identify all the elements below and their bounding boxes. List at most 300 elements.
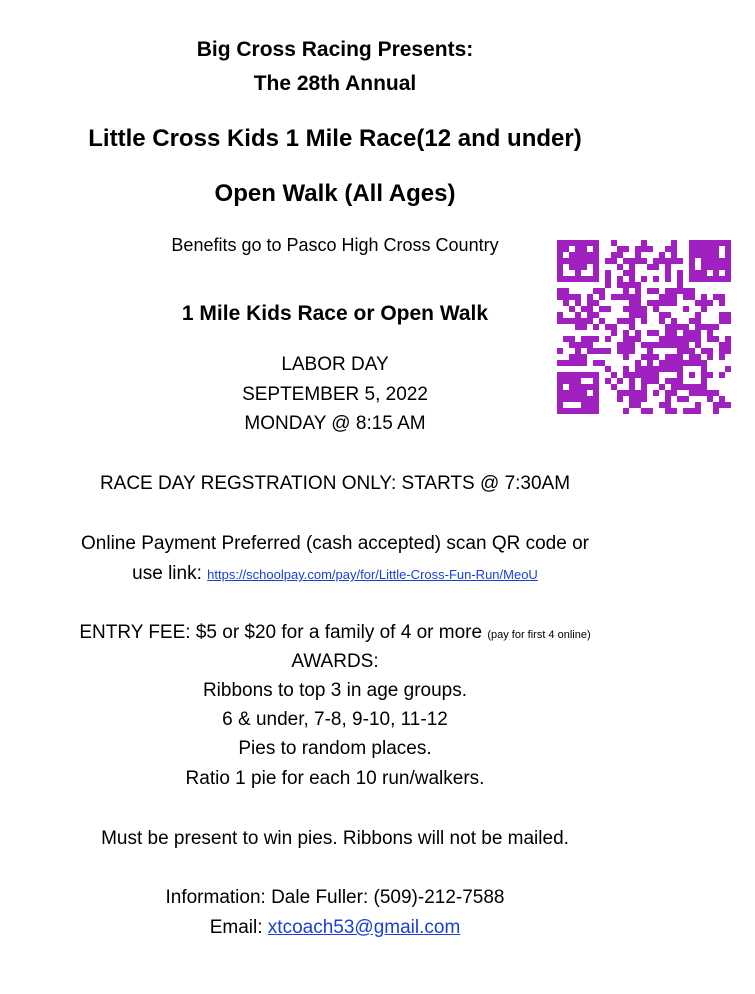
qr-module [707,258,713,264]
qr-module [713,324,719,330]
qr-module [665,408,671,414]
qr-module [563,246,569,252]
qr-module [701,270,707,276]
qr-module [569,240,575,246]
qr-module [581,408,587,414]
qr-module [677,270,683,276]
qr-module [647,354,653,360]
qr-module [665,402,671,408]
qr-module [689,354,695,360]
qr-module [629,294,635,300]
qr-module [671,342,677,348]
qr-module [593,408,599,414]
qr-module [719,396,725,402]
qr-module [623,372,629,378]
qr-module [725,336,731,342]
qr-module [593,360,599,366]
qr-module [695,252,701,258]
qr-module [593,252,599,258]
qr-module [641,372,647,378]
qr-module [653,330,659,336]
qr-module [593,246,599,252]
qr-module [659,384,665,390]
qr-module [689,252,695,258]
qr-module [581,336,587,342]
qr-module [719,372,725,378]
qr-module [647,408,653,414]
qr-module [635,288,641,294]
qr-module [665,276,671,282]
presenter-line: Big Cross Racing Presents: [196,38,474,61]
qr-module [581,264,587,270]
qr-module [569,258,575,264]
qr-module [695,390,701,396]
qr-module [575,324,581,330]
qr-module [587,258,593,264]
qr-module [653,366,659,372]
qr-module [575,252,581,258]
email-line [0,917,670,939]
qr-module [695,270,701,276]
qr-module [671,366,677,372]
qr-module [719,318,725,324]
awards-line: 6 & under, 7-8, 9-10, 11-12 [222,709,448,730]
qr-module [725,312,731,318]
qr-module [725,366,731,372]
qr-module [725,246,731,252]
qr-module [707,300,713,306]
entry-fee-text: ENTRY FEE: $5 or $20 for a family of 4 or more [79,622,488,643]
qr-module [695,384,701,390]
qr-module [713,336,719,342]
qr-module [707,252,713,258]
event-subtitle: Open Walk (All Ages) [214,180,456,207]
qr-module [617,396,623,402]
qr-module [593,384,599,390]
qr-module [599,348,605,354]
qr-module [635,312,641,318]
qr-module [629,342,635,348]
qr-module [695,360,701,366]
qr-module [605,276,611,282]
qr-module [623,354,629,360]
qr-module [659,294,665,300]
qr-module [677,378,683,384]
qr-module [659,342,665,348]
qr-module [641,258,647,264]
qr-module [677,366,683,372]
qr-module [719,258,725,264]
qr-module [629,372,635,378]
qr-module [617,276,623,282]
qr-module [605,258,611,264]
qr-module [677,336,683,342]
qr-module [641,246,647,252]
qr-module [563,396,569,402]
qr-module [677,372,683,378]
qr-module [647,264,653,270]
qr-module [695,246,701,252]
qr-module [689,270,695,276]
qr-module [593,300,599,306]
qr-module [677,342,683,348]
qr-module [611,294,617,300]
qr-module [617,348,623,354]
qr-module [581,384,587,390]
qr-module [683,408,689,414]
qr-module [725,276,731,282]
awards-line: Pies to random places. [238,738,432,759]
time-text: MONDAY @ 8:15 AM [244,413,426,434]
qr-module [575,264,581,270]
qr-module [683,348,689,354]
qr-module [557,396,563,402]
qr-module [641,318,647,324]
qr-module [557,258,563,264]
qr-module [695,276,701,282]
qr-module [695,324,701,330]
qr-module [563,360,569,366]
qr-module [677,324,683,330]
qr-module [653,354,659,360]
benefits-text: Benefits go to Pasco High Cross Country [171,235,499,255]
qr-module [623,258,629,264]
qr-module [713,294,719,300]
qr-module [599,306,605,312]
qr-module [629,384,635,390]
qr-module [587,276,593,282]
qr-module [593,348,599,354]
qr-module [641,396,647,402]
qr-module [581,372,587,378]
qr-module [689,246,695,252]
qr-module [683,294,689,300]
qr-module [581,276,587,282]
qr-module [563,294,569,300]
qr-module [569,390,575,396]
qr-module [557,264,563,270]
qr-module [665,354,671,360]
qr-module [581,396,587,402]
qr-module [689,258,695,264]
qr-module [629,378,635,384]
qr-module [623,366,629,372]
qr-module [695,240,701,246]
qr-module [629,300,635,306]
qr-module [575,390,581,396]
qr-module [683,342,689,348]
qr-module [647,348,653,354]
qr-module [671,240,677,246]
qr-module [569,264,575,270]
qr-module [611,240,617,246]
qr-module [557,240,563,246]
qr-module [623,348,629,354]
qr-module [713,390,719,396]
qr-module [653,300,659,306]
qr-module [623,330,629,336]
qr-module [563,408,569,414]
qr-module [653,258,659,264]
qr-module [563,390,569,396]
qr-module [653,306,659,312]
qr-module [575,258,581,264]
qr-module [659,300,665,306]
qr-module [707,330,713,336]
qr-module [575,396,581,402]
qr-module [671,330,677,336]
qr-module [671,324,677,330]
qr-module [623,408,629,414]
qr-module [611,384,617,390]
qr-module [677,282,683,288]
qr-module [575,294,581,300]
qr-module [671,360,677,366]
qr-module [713,246,719,252]
qr-module [575,240,581,246]
qr-module [593,390,599,396]
entry-fee-line [0,622,670,644]
email-link[interactable]: xtcoach53@gmail.com [267,917,461,938]
qr-module [647,366,653,372]
qr-module [563,288,569,294]
qr-module [629,336,635,342]
qr-module [641,312,647,318]
qr-module [689,318,695,324]
qr-module [605,348,611,354]
qr-module [653,342,659,348]
qr-module [683,396,689,402]
qr-module [575,300,581,306]
qr-module [707,324,713,330]
qr-module [587,384,593,390]
qr-module [707,390,713,396]
qr-module [557,288,563,294]
qr-module [689,276,695,282]
qr-module [581,354,587,360]
qr-module [701,294,707,300]
qr-module [581,252,587,258]
qr-module [713,264,719,270]
qr-module [629,264,635,270]
payment-line: Online Payment Preferred (cash accepted) scan QR code or [81,533,589,554]
qr-module [623,306,629,312]
qr-module [689,288,695,294]
qr-module [635,330,641,336]
qr-module [701,276,707,282]
entry-fee-note: (pay for first 4 online) [487,629,591,641]
qr-module [665,390,671,396]
qr-module [587,312,593,318]
qr-module [719,264,725,270]
payment-link[interactable]: https://schoolpay.com/pay/for/Little-Cross-Fun-Run/MeoU [207,567,538,582]
qr-module [725,240,731,246]
qr-module [581,258,587,264]
qr-module [725,342,731,348]
qr-module [563,240,569,246]
qr-module [641,408,647,414]
qr-module [569,342,575,348]
qr-module [683,336,689,342]
qr-module [557,276,563,282]
qr-module [587,348,593,354]
qr-module [641,240,647,246]
qr-module [671,384,677,390]
qr-module [647,288,653,294]
qr-module [689,408,695,414]
qr-module [593,324,599,330]
qr-module [647,378,653,384]
qr-module [587,300,593,306]
qr-module [689,264,695,270]
qr-module [683,330,689,336]
qr-module [701,378,707,384]
qr-module [569,360,575,366]
qr-module [713,258,719,264]
qr-module [689,348,695,354]
qr-module [623,270,629,276]
email-label: Email: [209,917,268,938]
qr-module [689,360,695,366]
qr-module [629,390,635,396]
qr-module [581,246,587,252]
qr-module [671,390,677,396]
qr-module [581,342,587,348]
qr-module [623,318,629,324]
qr-module [593,264,599,270]
qr-module [719,354,725,360]
event-title: Little Cross Kids 1 Mile Race(12 and under) [88,125,582,152]
qr-module [581,318,587,324]
payment-link-label: use link: [132,563,208,584]
qr-module [701,300,707,306]
qr-module [617,390,623,396]
qr-module [575,372,581,378]
qr-module [653,264,659,270]
qr-module [617,378,623,384]
qr-module [623,246,629,252]
qr-module [671,288,677,294]
qr-module [605,366,611,372]
qr-module [557,252,563,258]
qr-module [635,360,641,366]
qr-module [701,360,707,366]
qr-module [695,336,701,342]
qr-module [581,324,587,330]
qr-module [593,378,599,384]
qr-module [611,330,617,336]
qr-module [635,402,641,408]
qr-module [593,336,599,342]
qr-module [725,264,731,270]
qr-module [557,312,563,318]
qr-module [665,312,671,318]
qr-module [629,324,635,330]
qr-module [587,408,593,414]
qr-module [611,372,617,378]
qr-module [635,366,641,372]
qr-module [563,300,569,306]
qr-module [569,294,575,300]
qr-module [695,342,701,348]
qr-module [689,330,695,336]
qr-module [611,324,617,330]
qr-module [665,258,671,264]
qr-module [641,342,647,348]
qr-module [605,282,611,288]
qr-module [707,240,713,246]
qr-module [647,342,653,348]
qr-module [701,258,707,264]
qr-module [635,336,641,342]
qr-module [653,372,659,378]
qr-module [701,384,707,390]
qr-module [569,276,575,282]
qr-module [683,324,689,330]
qr-module [719,276,725,282]
qr-module [641,390,647,396]
qr-module [635,306,641,312]
qr-module [635,372,641,378]
qr-module [683,288,689,294]
qr-module [581,306,587,312]
qr-module [665,366,671,372]
qr-module [569,372,575,378]
qr-module [557,408,563,414]
qr-module [671,318,677,324]
qr-module [659,336,665,342]
qr-module [587,240,593,246]
qr-module [641,384,647,390]
qr-module [593,288,599,294]
qr-module [677,348,683,354]
qr-module [569,378,575,384]
qr-module [653,288,659,294]
qr-module [575,384,581,390]
qr-module [569,408,575,414]
qr-module [575,378,581,384]
qr-module [629,402,635,408]
qr-module [659,318,665,324]
qr-module [617,252,623,258]
qr-module [659,360,665,366]
qr-module [659,258,665,264]
qr-module [635,258,641,264]
qr-module [665,300,671,306]
qr-module [593,312,599,318]
qr-module [707,276,713,282]
qr-module [719,300,725,306]
qr-module [665,378,671,384]
qr-module [635,252,641,258]
qr-module [623,336,629,342]
qr-module [635,282,641,288]
qr-module [659,402,665,408]
qr-code-icon[interactable] [557,240,731,414]
qr-module [695,318,701,324]
qr-module [665,264,671,270]
qr-module [665,360,671,366]
qr-module [629,276,635,282]
qr-module [695,312,701,318]
qr-module [599,360,605,366]
qr-module [701,366,707,372]
qr-module [713,408,719,414]
awards-heading: AWARDS: [291,651,379,672]
qr-module [701,306,707,312]
qr-module [587,396,593,402]
qr-module [629,282,635,288]
